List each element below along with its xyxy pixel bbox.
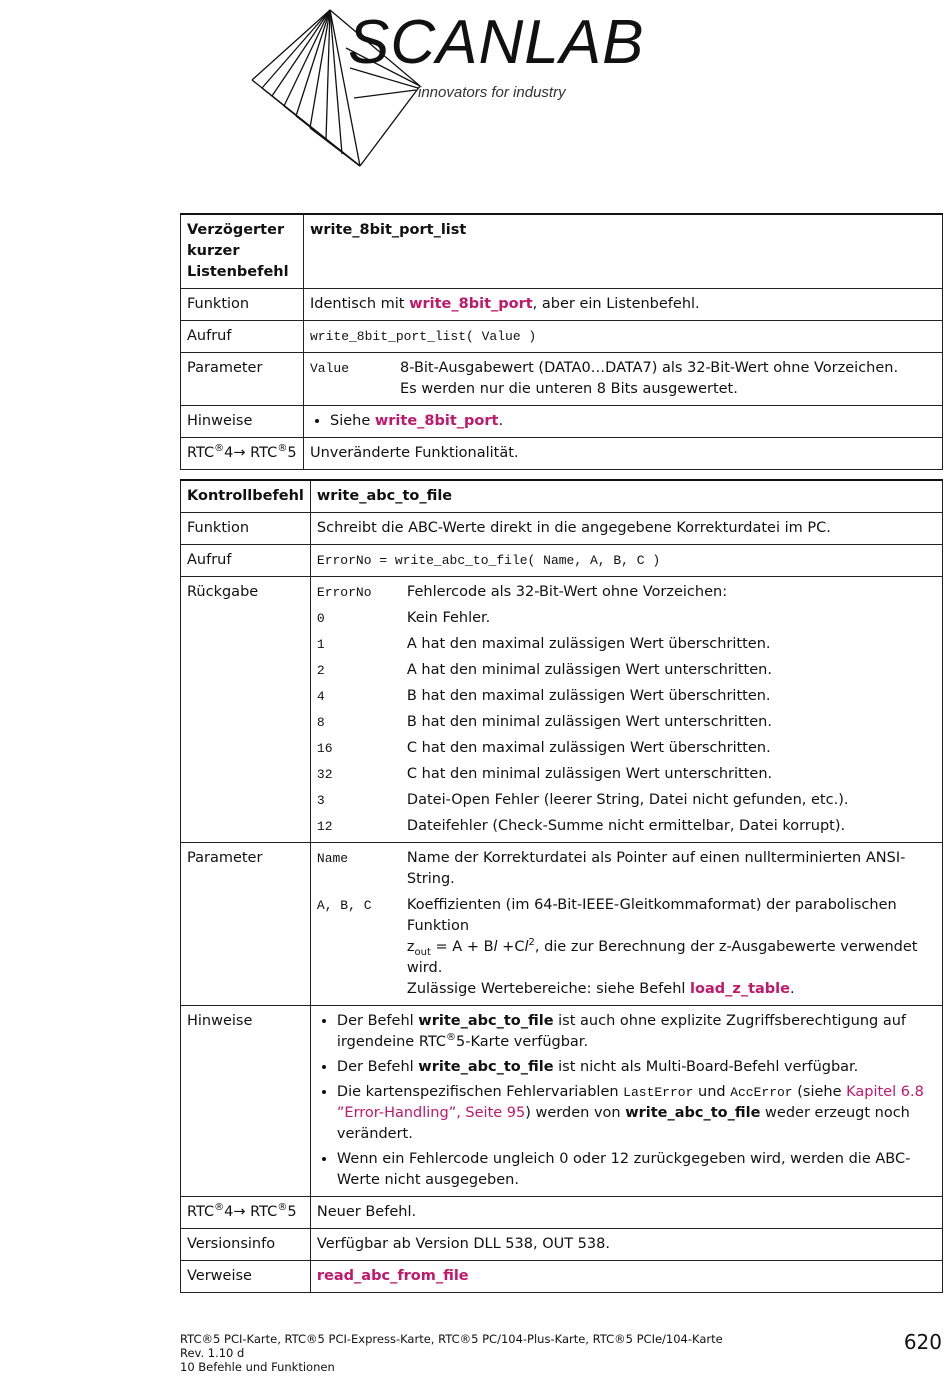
link-write-8bit-port[interactable]: write_8bit_port <box>374 413 499 429</box>
return-value-row <box>317 759 936 785</box>
param-desc: Name der Korrekturdatei als Pointer auf einen nullterminierten ANSI-String. <box>406 850 906 887</box>
param-desc: 8-Bit-Ausgabewert (DATA0…DATA7) als 32-Bit-Wert ohne Vorzeichen. Es werden nur die unteren 8 Bits ausgewertet. <box>400 360 899 397</box>
return-code: ErrorNo <box>316 585 372 600</box>
page-footer <box>180 1332 723 1374</box>
return-value-row <box>317 707 936 733</box>
logo-wordmark: SCANLAB <box>348 8 645 77</box>
table-row <box>181 214 943 289</box>
table-row <box>181 1229 943 1261</box>
call-syntax: ErrorNo = write_abc_to_file( Name, A, B, C ) <box>310 545 942 577</box>
table-row <box>181 545 943 577</box>
row-label: Funktion <box>181 513 311 545</box>
command-type-label: Kontrollbefehl <box>181 480 311 513</box>
table-row <box>181 353 943 406</box>
return-desc: Datei-Open Fehler (leerer String, Datei nicht gefunden, etc.). <box>406 792 849 808</box>
footer-revision: Rev. 1.10 d <box>180 1346 245 1360</box>
page-number: 620 <box>903 1330 942 1354</box>
compatibility-value: Neuer Befehl. <box>310 1197 942 1229</box>
row-label: Hinweise <box>181 1006 311 1197</box>
return-value-row <box>317 655 936 681</box>
logo-tagline: innovators for industry <box>418 84 566 101</box>
link-write-8bit-port[interactable]: write_8bit_port <box>409 296 533 312</box>
return-values-list <box>317 582 936 837</box>
link-error-handling-chapter[interactable]: Kapitel 6.8 ”Error-Handling”, Seite 95 <box>336 1084 924 1121</box>
table-row <box>181 480 943 513</box>
command-name: write_8bit_port_list <box>304 214 943 289</box>
return-value-row <box>317 603 936 629</box>
version-value: Verfügbar ab Version DLL 538, OUT 538. <box>310 1229 942 1261</box>
row-label: Aufruf <box>181 545 311 577</box>
return-value-row <box>317 582 936 603</box>
return-value-row <box>317 681 936 707</box>
row-label: Verweise <box>181 1261 311 1293</box>
command-table-write-abc-to-file <box>180 479 943 1293</box>
table-row <box>181 577 943 843</box>
list-item: • Wenn ein Fehlercode ungleich 0 oder 12 zurückgegeben wird, werden die ABC-Werte nicht ausgegeben. <box>337 1149 936 1191</box>
return-desc: Dateifehler (Check-Summe nicht ermittelbar, Datei korrupt). <box>406 818 846 834</box>
table-row <box>181 406 943 438</box>
return-desc: C hat den maximal zulässigen Wert überschritten. <box>406 740 771 756</box>
call-syntax: write_8bit_port_list( Value ) <box>304 321 943 353</box>
command-table-write-8bit-port-list <box>180 213 943 470</box>
footer-product-line: RTC®5 PCI-Karte, RTC®5 PCI-Express-Karte, RTC®5 PC/104-Plus-Karte, RTC®5 PCIe/104-Karte <box>180 1332 723 1346</box>
list-item: • Der Befehl write_abc_to_file ist nicht als Multi-Board-Befehl verfügbar. <box>337 1057 936 1078</box>
funktion-value: Schreibt die ABC-Werte direkt in die angegebene Korrekturdatei im PC. <box>310 513 942 545</box>
list-item: • Die kartenspezifischen Fehlervariablen LastError und AccError (siehe Kapitel 6.8 ”Error-Handling”, Seite 95) werden von write_abc_to_file weder erzeugt noch verändert. <box>337 1082 936 1145</box>
table-row <box>181 843 943 1006</box>
link-load-z-table[interactable]: load_z_table <box>690 981 790 997</box>
row-label: Aufruf <box>181 321 304 353</box>
command-name: write_abc_to_file <box>310 480 942 513</box>
row-label: Rückgabe <box>181 577 311 843</box>
return-value-row <box>317 785 936 811</box>
return-code: 3 <box>316 793 325 808</box>
param-name: Name <box>316 851 349 866</box>
return-desc: A hat den minimal zulässigen Wert unterschritten. <box>406 662 772 678</box>
parameter-list <box>310 358 936 400</box>
row-label: Hinweise <box>181 406 304 438</box>
param-desc: Koeffizienten (im 64-Bit-IEEE-Gleitkommaformat) der parabolischen Funktion $z_{out} = A + Bl +Cl^2$, die zur Berechnung der z-Ausgabewerte verwendet wird. Zulässige Wertebereiche: siehe Befehl load_z_table. <box>406 897 918 997</box>
param-name: A, B, C <box>316 898 372 913</box>
table-row <box>181 438 943 470</box>
table-row <box>181 321 943 353</box>
row-label: RTC®4→ RTC®5 <box>181 1197 311 1229</box>
return-value-row <box>317 733 936 759</box>
table-row <box>181 513 943 545</box>
row-label: Versionsinfo <box>181 1229 311 1261</box>
return-code: 4 <box>316 689 325 704</box>
return-desc: B hat den minimal zulässigen Wert unterschritten. <box>406 714 772 730</box>
link-read-abc-from-file[interactable]: read_abc_from_file <box>316 1268 469 1284</box>
return-desc: A hat den maximal zulässigen Wert überschritten. <box>406 636 771 652</box>
row-label: Parameter <box>181 353 304 406</box>
return-code: 12 <box>316 819 333 834</box>
notes-list <box>317 1011 936 1191</box>
return-code: 32 <box>316 767 333 782</box>
list-item: • Der Befehl write_abc_to_file ist auch ohne explizite Zugriffsberechtigung auf irgendeine RTC®5-Karte verfügbar. <box>337 1011 936 1053</box>
table-row <box>181 1006 943 1197</box>
table-row <box>181 1197 943 1229</box>
table-row <box>181 289 943 321</box>
footer-chapter: 10 Befehle und Funktionen <box>180 1360 335 1374</box>
parameter-list <box>317 848 936 1000</box>
return-code: 1 <box>316 637 325 652</box>
return-value-row <box>317 811 936 837</box>
return-desc: C hat den minimal zulässigen Wert unterschritten. <box>406 766 773 782</box>
return-code: 0 <box>316 611 325 626</box>
param-name: Value <box>310 361 350 376</box>
return-desc: B hat den maximal zulässigen Wert überschritten. <box>406 688 771 704</box>
notes-list <box>310 411 936 432</box>
funktion-value: Identisch mit write_8bit_port, aber ein Listenbefehl. <box>304 289 943 321</box>
return-value-row <box>317 629 936 655</box>
return-code: 2 <box>316 663 325 678</box>
return-desc: Kein Fehler. <box>406 610 491 626</box>
return-desc: Fehlercode als 32-Bit-Wert ohne Vorzeichen: <box>406 584 728 600</box>
return-code: 16 <box>316 741 333 756</box>
row-label: Funktion <box>181 289 304 321</box>
list-item: • Siehe write_8bit_port. <box>330 411 936 432</box>
row-label: Parameter <box>181 843 311 1006</box>
return-code: 8 <box>316 715 325 730</box>
row-label: RTC®4→ RTC®5 <box>181 438 304 470</box>
command-type-label: Verzögerter kurzer Listenbefehl <box>181 214 304 289</box>
table-row <box>181 1261 943 1293</box>
compatibility-value: Unveränderte Funktionalität. <box>304 438 943 470</box>
